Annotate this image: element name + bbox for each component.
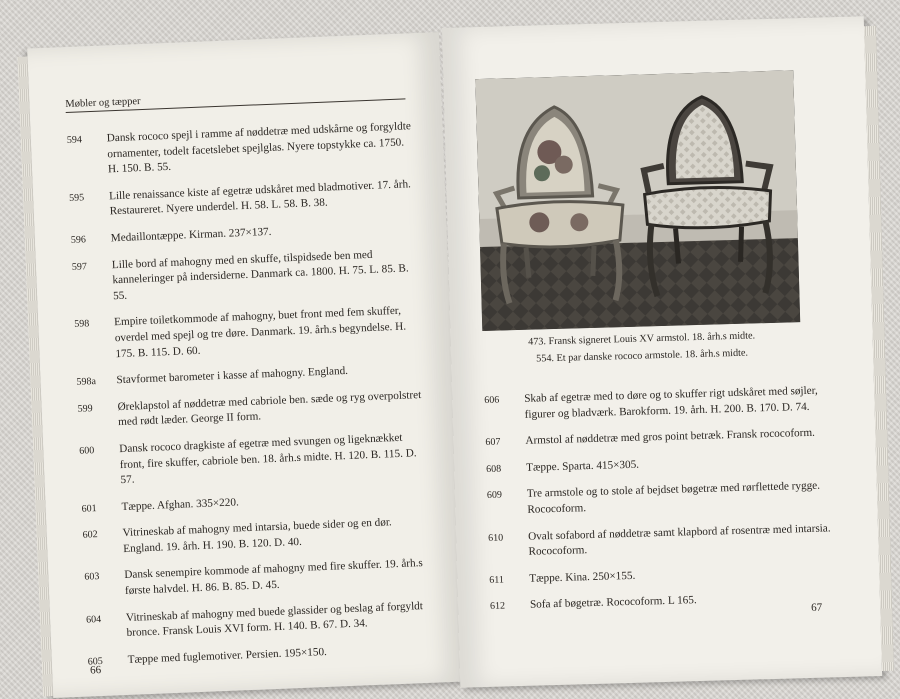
chairs-illustration: [475, 70, 800, 331]
list-item: [81, 487, 431, 517]
caption-line: 473. Fransk signeret Louis XV armstol. 18. årh.s midte.: [528, 330, 756, 348]
page-number-left: 66: [89, 664, 102, 677]
caption-line: 554. Et par danske rococo armstole. 18. årh.s midte.: [536, 347, 749, 365]
lot-number: 610: [487, 532, 504, 544]
lot-description: Lille bord af mahogny med en skuffe, tilspidsede ben med kanneleringer på indersiderne. Danmark ca. 1800. H. 75. L. 85. B. 55.: [111, 248, 409, 303]
lot-number: 603: [84, 571, 100, 584]
lot-description: Tæppe med fuglemotiver. Persien. 195×150.: [127, 645, 328, 666]
chairs-photo: [475, 70, 800, 331]
lot-number: 612: [489, 600, 506, 613]
list-item: [71, 219, 421, 249]
lot-number: 608: [486, 463, 502, 475]
lot-number: 597: [71, 260, 88, 273]
lot-description: Ovalt sofabord af nøddetræ samt klapbord af rosentræ med intarsia. Rococoform.: [527, 521, 831, 558]
list-item: [77, 387, 428, 432]
lot-number: 606: [484, 394, 500, 406]
lot-number: 604: [85, 613, 102, 626]
right-entries: [484, 383, 840, 626]
lot-number: 607: [485, 436, 501, 449]
list-item: [67, 119, 419, 180]
lot-number: 611: [489, 574, 505, 586]
lot-number: 609: [486, 489, 503, 502]
list-item: [486, 452, 836, 477]
lot-description: Dansk rococo dragkiste af egetræ med svungen og ligeknækket front, fire skuffer, cabriole ben. 18. årh.s midte. H. 120. B. 115. D. 57.: [119, 431, 417, 487]
lot-description: Medaillontæppe. Kirman. 237×137.: [110, 225, 272, 245]
lot-number: 602: [82, 529, 98, 541]
lot-number: 601: [81, 502, 97, 515]
lot-number: 600: [79, 445, 95, 457]
lot-description: Skab af egetræ med to døre og to skuffer rigt udskåret med søjler, figurer og bladværk. Barokform. 19. årh. H. 200. B. 170. D. 74.: [524, 384, 818, 421]
lot-number: 594: [66, 134, 83, 147]
list-item: [69, 177, 420, 222]
list-item: [72, 245, 424, 306]
list-item: [86, 598, 437, 643]
list-item: [488, 521, 839, 562]
lot-description: Dansk senempire kommode af mahogny med fire skuffer. 19. årh.s første halvdel. H. 86. B. 85. D. 45.: [124, 557, 424, 598]
list-item: [489, 563, 839, 588]
lot-description: Stavformet barometer i kasse af mahogny. England.: [116, 365, 349, 387]
lot-description: Øreklapstol af nøddetræ med cabriole ben. sæde og ryg overpolstret med rødt læder. George II form.: [117, 388, 422, 429]
list-item: [485, 425, 835, 450]
running-head: Møbler og tæpper: [65, 85, 405, 113]
lot-description: Sofa af bøgetræ. Rococoform. L 165.: [529, 594, 697, 612]
lot-number: 595: [68, 192, 85, 204]
left-entries: [67, 119, 439, 681]
lot-description: Dansk rococo spejl i ramme af nøddetræ med udskårne og forgyldte ornamenter, todelt facetslebet spejlglas. Nyere topstykke ca. 1750. H. 150. B. 55.: [106, 120, 412, 176]
lot-number: 598a: [76, 376, 97, 388]
left-page: [27, 32, 465, 698]
page-number-right: 67: [811, 601, 823, 614]
lot-description: Vitrineskab af mahogny med intarsia, buede sider og en dør. England. 19. årh. H. 190. B. 120. D. 40.: [122, 516, 392, 555]
photo-captions: [482, 326, 801, 369]
lot-description: Armstol af nøddetræ med gros point betræk. Fransk rococoform.: [525, 426, 816, 448]
list-item: [74, 303, 426, 364]
list-item: [84, 556, 435, 601]
lot-number: 605: [87, 655, 103, 668]
list-item: [490, 589, 840, 614]
lot-description: Lille renaissance kiste af egetræ udskåret med bladmotiver. 17. årh. Restaureret. Nyere underdel. H. 58. L. 58. B. 38.: [108, 178, 412, 218]
list-item: [76, 361, 426, 391]
lot-description: Tæppe. Afghan. 335×220.: [121, 496, 239, 513]
list-item: [87, 640, 437, 670]
lot-number: 598: [74, 318, 90, 331]
list-item: [79, 430, 431, 491]
lot-description: Tre armstole og to stole af bejdset bøgetræ med rørflettede rygge. Rococoform.: [526, 480, 821, 516]
right-page: [442, 16, 882, 688]
lot-description: Empire toiletkommode af mahogny, buet front med fem skuffer, overdel med spejl og tre døre. Danmark. 19. årh.s begyndelse. H. 175. B. 115. D. 60.: [113, 305, 407, 360]
lot-description: Tæppe. Sparta. 415×305.: [526, 458, 640, 474]
lot-number: 596: [70, 234, 87, 246]
list-item: [82, 514, 433, 559]
list-item: [487, 479, 838, 520]
list-item: [484, 383, 835, 424]
lot-description: Tæppe. Kina. 250×155.: [529, 569, 636, 585]
lot-number: 599: [77, 402, 93, 415]
lot-description: Vitrineskab af mahogny med buede glassider og beslag af forgyldt bronce. Fransk Louis XVI form. H. 140. B. 67. D. 34.: [125, 599, 424, 640]
